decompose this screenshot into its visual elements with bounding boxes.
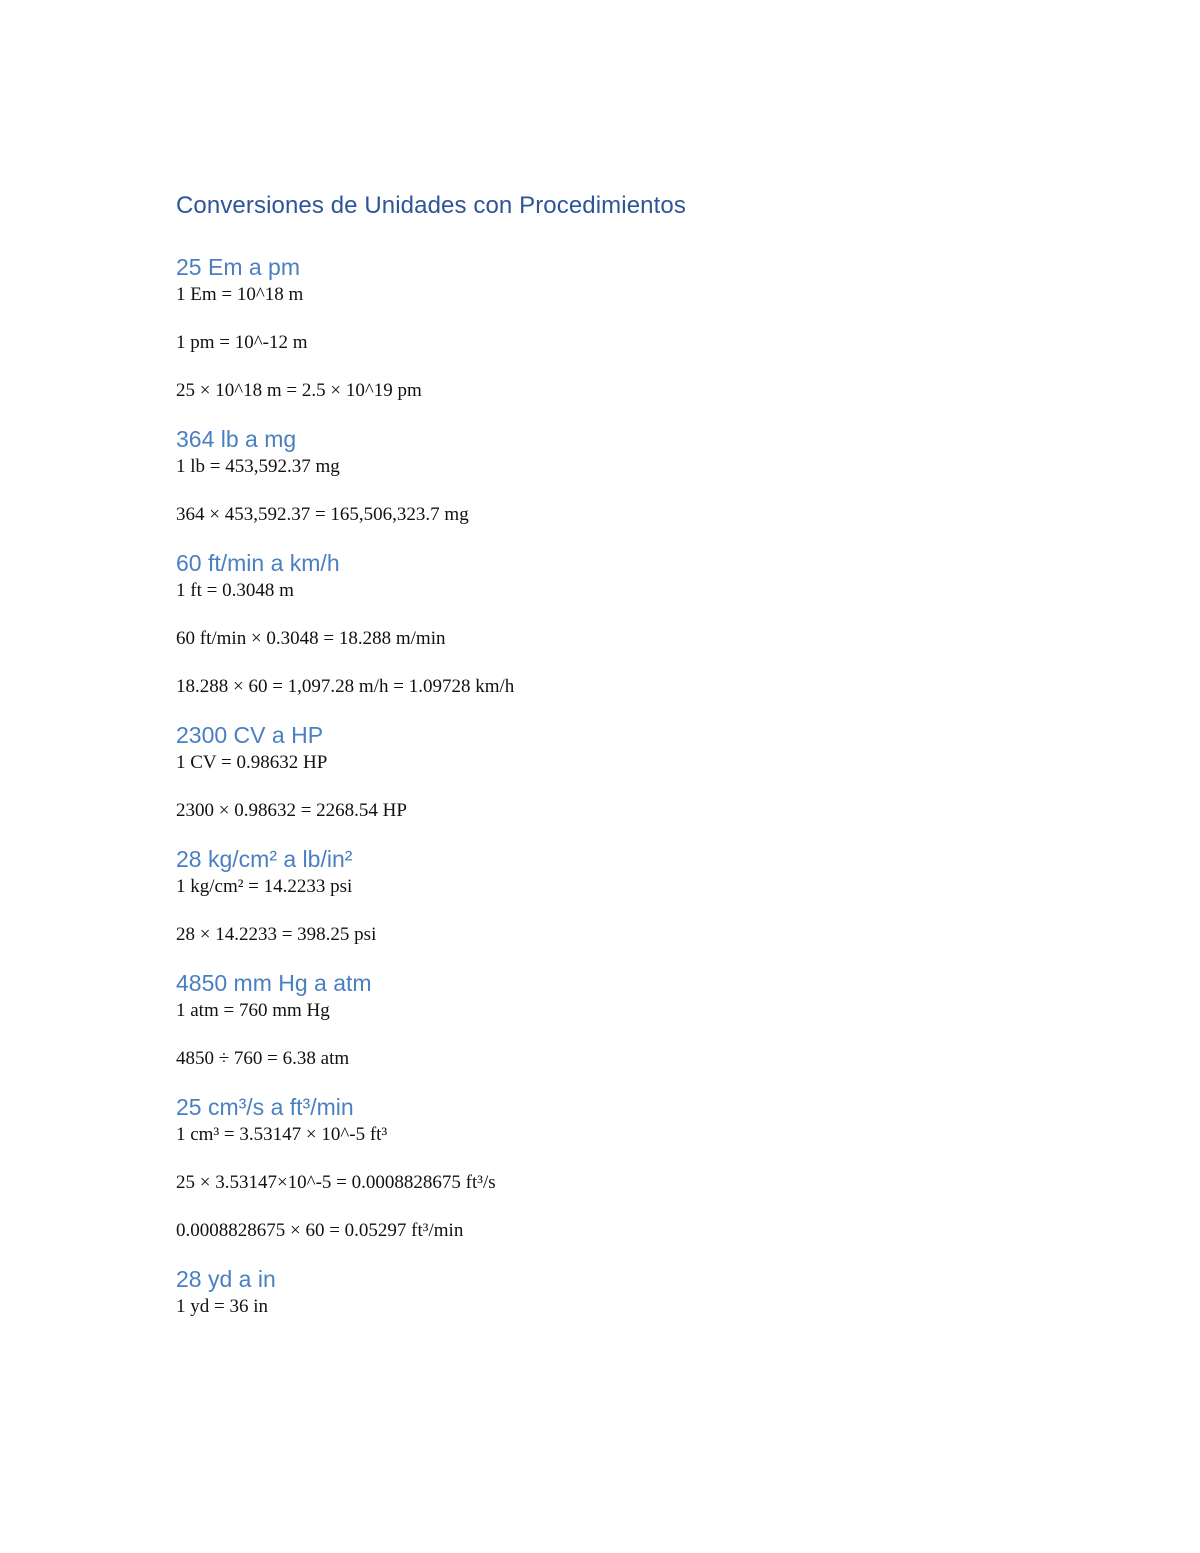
section-kgcm2-to-lbin2 bbox=[176, 842, 1076, 946]
procedure-line: 1 lb = 453,592.37 mg bbox=[176, 456, 340, 477]
procedure-line: 1 yd = 36 in bbox=[176, 1296, 268, 1317]
section-yd-to-in bbox=[176, 1262, 1076, 1318]
procedure-line: 1 Em = 10^18 m bbox=[176, 284, 304, 305]
section-cv-to-hp bbox=[176, 718, 1076, 822]
procedure-line: 1 CV = 0.98632 HP bbox=[176, 752, 328, 773]
section-mmhg-to-atm bbox=[176, 966, 1076, 1070]
section-ftmin-to-kmh bbox=[176, 546, 1076, 698]
procedure-line: 1 ft = 0.3048 m bbox=[176, 580, 294, 601]
section-em-to-pm bbox=[176, 250, 1076, 402]
section-heading: 60 ft/min a km/h bbox=[176, 550, 340, 576]
procedure-line: 1 kg/cm² = 14.2233 psi bbox=[176, 876, 353, 897]
section-heading: 28 yd a in bbox=[176, 1266, 276, 1292]
procedure-line: 28 × 14.2233 = 398.25 psi bbox=[176, 924, 377, 945]
procedure-line: 25 × 10^18 m = 2.5 × 10^19 pm bbox=[176, 380, 422, 401]
section-heading: 2300 CV a HP bbox=[176, 722, 324, 748]
procedure-line: 60 ft/min × 0.3048 = 18.288 m/min bbox=[176, 628, 446, 649]
section-heading: 25 Em a pm bbox=[176, 254, 300, 280]
procedure-line: 1 cm³ = 3.53147 × 10^-5 ft³ bbox=[176, 1124, 388, 1145]
section-cm3s-to-ft3min bbox=[176, 1090, 1076, 1242]
document-title: Conversiones de Unidades con Procedimientos bbox=[176, 192, 686, 219]
section-heading: 28 kg/cm² a lb/in² bbox=[176, 846, 353, 872]
procedure-line: 1 pm = 10^-12 m bbox=[176, 332, 308, 353]
procedure-line: 2300 × 0.98632 = 2268.54 HP bbox=[176, 800, 407, 821]
procedure-line: 364 × 453,592.37 = 165,506,323.7 mg bbox=[176, 504, 469, 525]
section-heading: 25 cm³/s a ft³/min bbox=[176, 1094, 354, 1120]
section-lb-to-mg bbox=[176, 422, 1076, 526]
procedure-line: 0.0008828675 × 60 = 0.05297 ft³/min bbox=[176, 1220, 464, 1241]
procedure-line: 4850 ÷ 760 = 6.38 atm bbox=[176, 1048, 350, 1069]
procedure-line: 25 × 3.53147×10^-5 = 0.0008828675 ft³/s bbox=[176, 1172, 496, 1193]
procedure-line: 1 atm = 760 mm Hg bbox=[176, 1000, 330, 1021]
procedure-line: 18.288 × 60 = 1,097.28 m/h = 1.09728 km/h bbox=[176, 676, 515, 697]
document-body bbox=[176, 188, 1076, 1338]
section-heading: 364 lb a mg bbox=[176, 426, 297, 452]
section-heading: 4850 mm Hg a atm bbox=[176, 970, 372, 996]
